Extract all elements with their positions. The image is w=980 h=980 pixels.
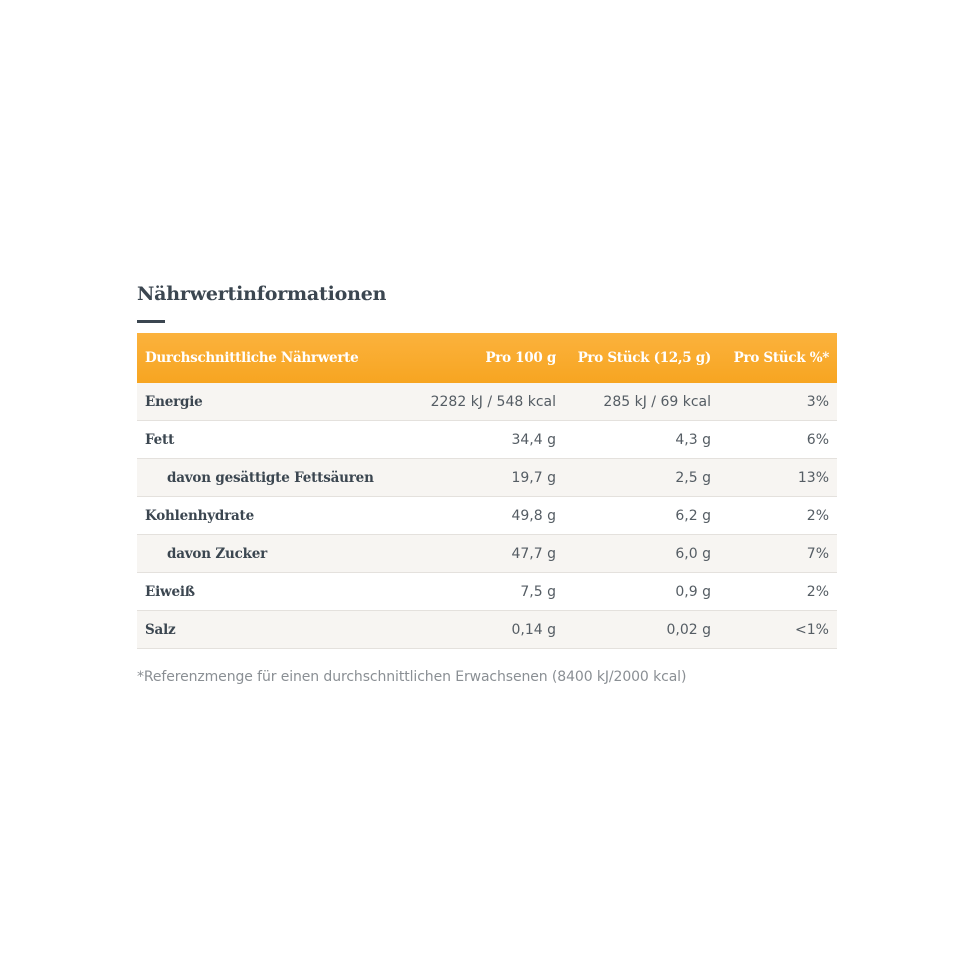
row-value-percent: 2% bbox=[719, 573, 837, 611]
row-value-percent: 6% bbox=[719, 421, 837, 459]
table-row bbox=[137, 535, 837, 573]
row-value-per-piece: 0,9 g bbox=[564, 573, 719, 611]
header-per-100g: Pro 100 g bbox=[485, 350, 556, 366]
row-value-per-piece: 6,2 g bbox=[564, 497, 719, 535]
row-name-kohlenhydrate: Kohlenhydrate bbox=[137, 497, 407, 535]
table-row bbox=[137, 421, 837, 459]
table-row bbox=[137, 459, 837, 497]
row-value-per-100g: 7,5 g bbox=[407, 573, 564, 611]
footnote: *Referenzmenge für einen durchschnittlichen Erwachsenen (8400 kJ/2000 kcal) bbox=[137, 669, 687, 685]
table-row bbox=[137, 383, 837, 421]
row-value-per-100g: 2282 kJ / 548 kcal bbox=[407, 383, 564, 421]
row-value-per-100g: 34,4 g bbox=[407, 421, 564, 459]
row-value-per-100g: 0,14 g bbox=[407, 611, 564, 649]
row-value-per-piece: 2,5 g bbox=[564, 459, 719, 497]
row-value-per-100g: 19,7 g bbox=[407, 459, 564, 497]
title-underline bbox=[137, 320, 165, 323]
row-value-per-100g: 49,8 g bbox=[407, 497, 564, 535]
row-value-per-piece: 4,3 g bbox=[564, 421, 719, 459]
row-name-energie: Energie bbox=[137, 383, 407, 421]
table-row bbox=[137, 611, 837, 649]
row-name-gesaettigte-fettsaeuren: davon gesättigte Fettsäuren bbox=[137, 459, 407, 497]
row-value-percent: 3% bbox=[719, 383, 837, 421]
nutrition-table bbox=[137, 333, 837, 649]
row-value-percent: 2% bbox=[719, 497, 837, 535]
row-value-per-100g: 47,7 g bbox=[407, 535, 564, 573]
row-value-percent: 13% bbox=[719, 459, 837, 497]
table-row bbox=[137, 497, 837, 535]
section-title: Nährwertinformationen bbox=[137, 283, 387, 305]
row-value-percent: <1% bbox=[719, 611, 837, 649]
row-value-per-piece: 285 kJ / 69 kcal bbox=[564, 383, 719, 421]
row-name-eiweiss: Eiweiß bbox=[137, 573, 407, 611]
row-name-salz: Salz bbox=[137, 611, 407, 649]
header-per-piece-percent: Pro Stück %* bbox=[733, 350, 829, 366]
header-per-piece: Pro Stück (12,5 g) bbox=[577, 350, 711, 366]
row-name-zucker: davon Zucker bbox=[137, 535, 407, 573]
row-value-per-piece: 6,0 g bbox=[564, 535, 719, 573]
row-name-fett: Fett bbox=[137, 421, 407, 459]
table-row bbox=[137, 573, 837, 611]
nutrition-section bbox=[137, 280, 837, 685]
table-header-row bbox=[137, 333, 837, 383]
row-value-per-piece: 0,02 g bbox=[564, 611, 719, 649]
row-value-percent: 7% bbox=[719, 535, 837, 573]
header-name: Durchschnittliche Nährwerte bbox=[145, 350, 359, 366]
